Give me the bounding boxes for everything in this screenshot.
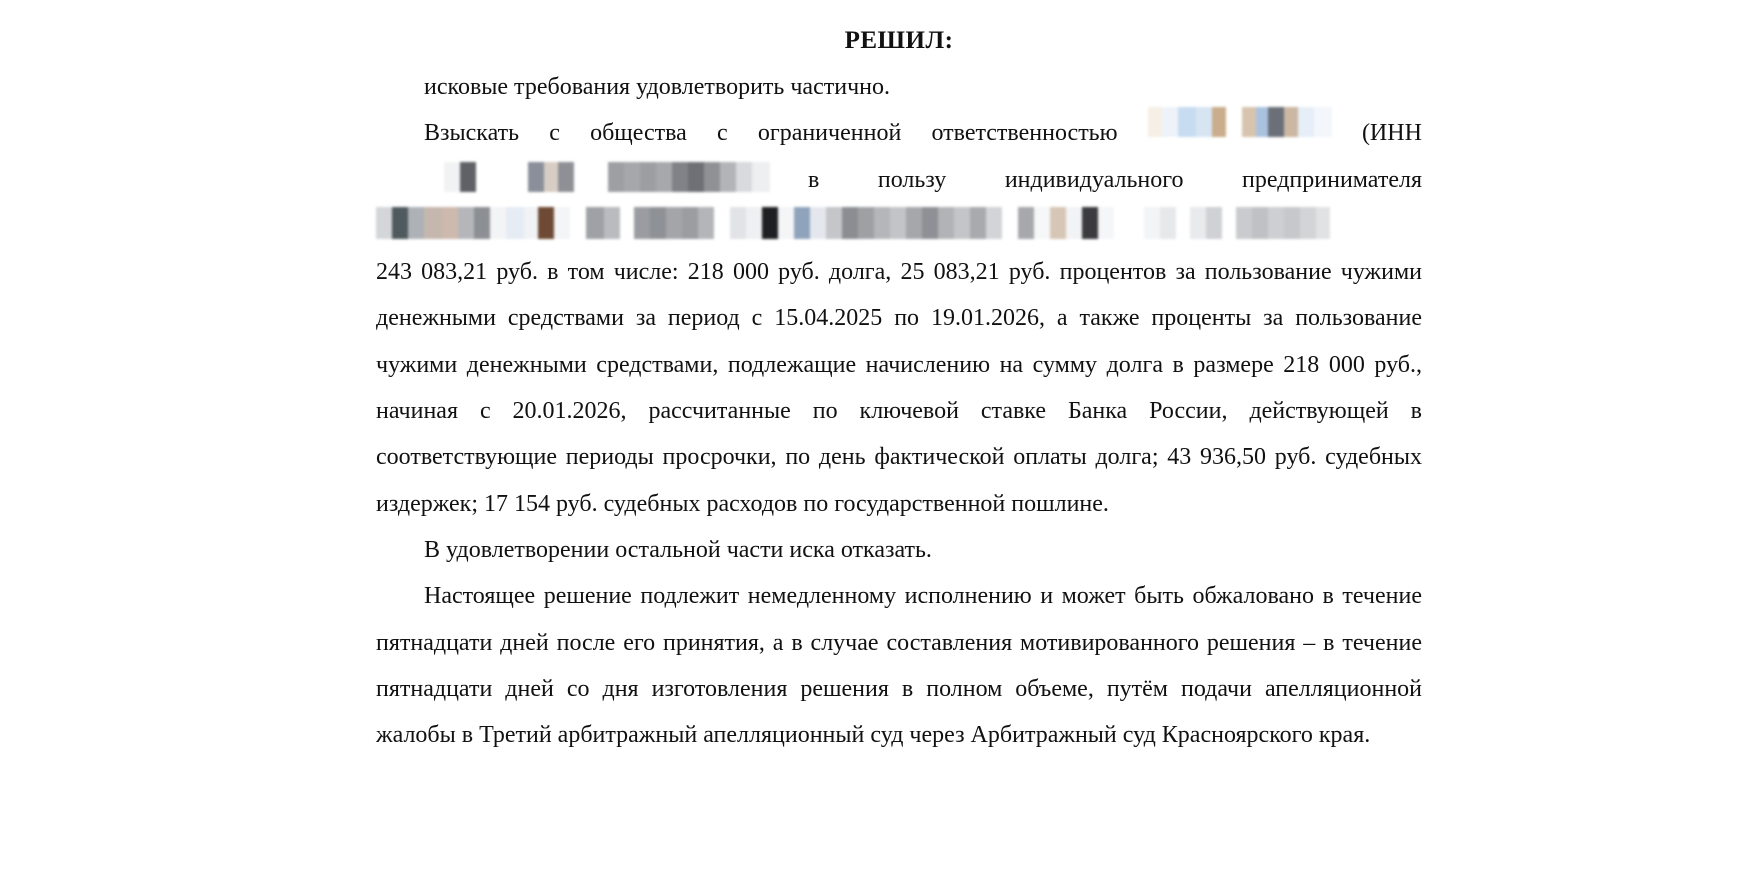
word: общества: [590, 120, 687, 147]
word: с: [549, 120, 560, 147]
paragraph-rest-denied: В удовлетворении остальной части иска отказать.: [424, 536, 932, 563]
word: ограниченной: [757, 120, 902, 147]
redacted-company-name: [1148, 107, 1332, 137]
document-page: [376, 18, 1422, 758]
redacted-inn-number: [444, 162, 792, 192]
paragraph-recover-line-2: [376, 157, 1422, 203]
word: индивидуального: [1004, 166, 1184, 193]
paragraph-claims-partial: исковые требования удовлетворить частично.: [424, 74, 890, 100]
paragraph-appeal-procedure: Настоящее решение подлежит немедленному исполнению и может быть обжаловано в течение пятнадцати дней после его принятия, а в случае составления мотивированного решения – в течение пятнадцати дней со дня изготовления решения в полном объеме, путём подачи апелляционной жалобы в Третий арбитражный апелляционный суд через Арбитражный суд Красноярского края.: [376, 583, 1422, 749]
decision-heading: РЕШИЛ:: [844, 27, 954, 54]
paragraph-recover-line-1: [376, 110, 1422, 156]
paragraph-recover-line-3: [376, 203, 1422, 249]
redacted-entrepreneur-name: [376, 207, 1422, 239]
word: пользу: [877, 166, 947, 193]
word: предпринимателя: [1242, 166, 1422, 193]
paragraph-recover-body: 243 083,21 руб. в том числе: 218 000 руб. долга, 25 083,21 руб. процентов за пользование чужими денежными средствами за период с 15.04.2025 по 19.01.2026, а также проценты за пользование чужими денежными средствами, подлежащие начислению на сумму долга в размере 218 000 руб., начиная с 20.01.2026, рассчитанные по ключевой ставке Банка России, действующей в соответствующие периоды просрочки, по день фактической оплаты долга; 43 936,50 руб. судебных издержек; 17 154 руб. судебных расходов по государственной пошлине.: [376, 259, 1422, 517]
word: ответственностью: [931, 120, 1118, 147]
word: Взыскать: [424, 120, 520, 147]
word: с: [717, 120, 728, 147]
word: в: [808, 166, 820, 193]
inn-label: (ИНН: [1361, 120, 1422, 147]
